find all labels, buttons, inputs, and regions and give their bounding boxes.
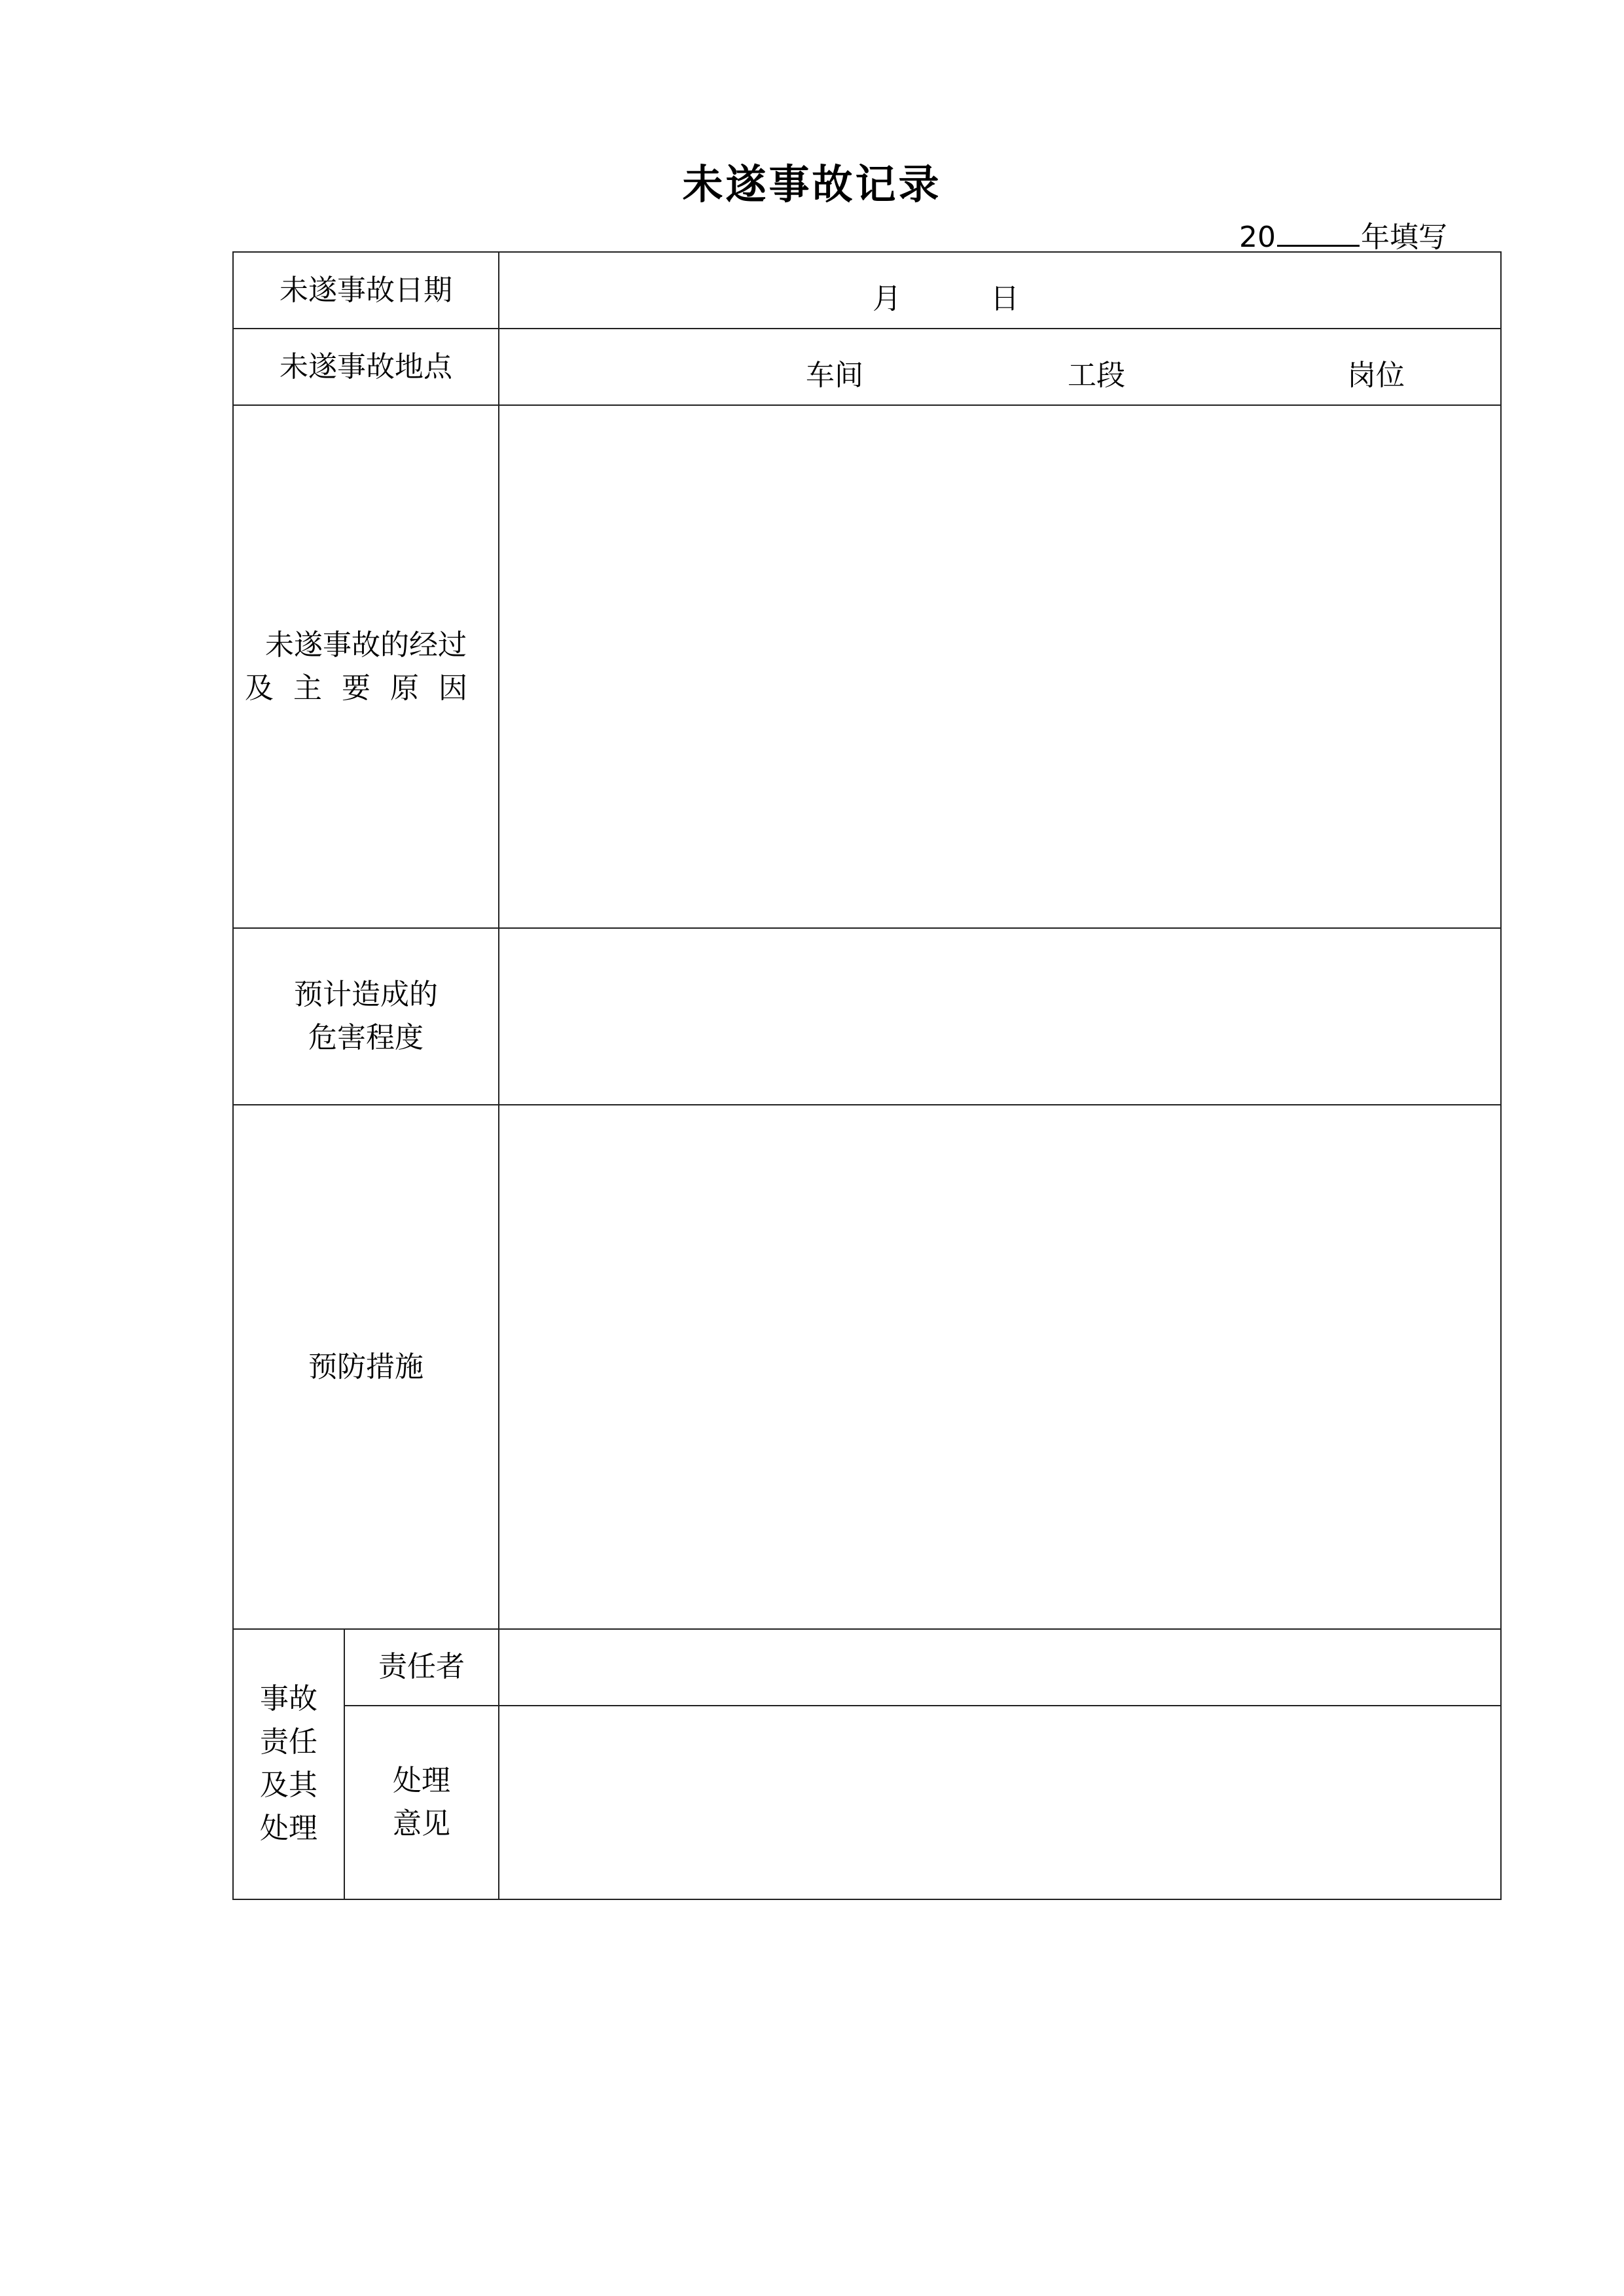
section-label: 工段 xyxy=(1068,359,1125,393)
label-date: 未遂事故日期 xyxy=(233,252,499,329)
label-harm xyxy=(233,928,499,1105)
row-harm xyxy=(233,928,1501,1105)
field-process[interactable] xyxy=(499,405,1501,928)
year-prefix: 20 xyxy=(1239,221,1276,254)
process-label-line2: 及主要原因 xyxy=(245,671,487,705)
label-handling-opinion: 处理 意见 xyxy=(344,1706,499,1899)
label-location: 未遂事故地点 xyxy=(233,329,499,405)
label-responsibility: 事故 责任 及其 处理 xyxy=(233,1629,344,1899)
month-label: 月 xyxy=(873,282,901,315)
field-date[interactable] xyxy=(499,252,1501,329)
field-prevention[interactable] xyxy=(499,1105,1501,1628)
row-responsible xyxy=(233,1629,1501,1706)
harm-label-line1: 预计造成的 xyxy=(294,978,438,1012)
workshop-label: 车间 xyxy=(806,359,863,393)
harm-label-line2: 危害程度 xyxy=(308,1021,424,1055)
field-harm[interactable] xyxy=(499,928,1501,1105)
post-label: 岗位 xyxy=(1347,359,1405,393)
label-prevention: 预防措施 xyxy=(233,1105,499,1628)
process-label-line1: 未遂事故的经过 xyxy=(265,628,467,662)
row-opinion xyxy=(233,1706,1501,1899)
row-date xyxy=(233,252,1501,329)
label-responsible-person: 责任者 xyxy=(344,1629,499,1706)
page-title: 未遂事故记录 xyxy=(682,160,942,208)
year-blank-field[interactable] xyxy=(1277,219,1360,247)
field-handling-opinion[interactable] xyxy=(499,1706,1501,1899)
row-prevention xyxy=(233,1105,1501,1628)
year-fill-line xyxy=(1239,213,1447,255)
label-process xyxy=(233,405,499,928)
row-location xyxy=(233,329,1501,405)
field-responsible-person[interactable] xyxy=(499,1629,1501,1706)
field-location[interactable] xyxy=(499,329,1501,405)
day-label: 日 xyxy=(990,282,1019,315)
year-suffix: 年填写 xyxy=(1361,221,1447,254)
row-process xyxy=(233,405,1501,928)
accident-record-table xyxy=(232,251,1502,1900)
